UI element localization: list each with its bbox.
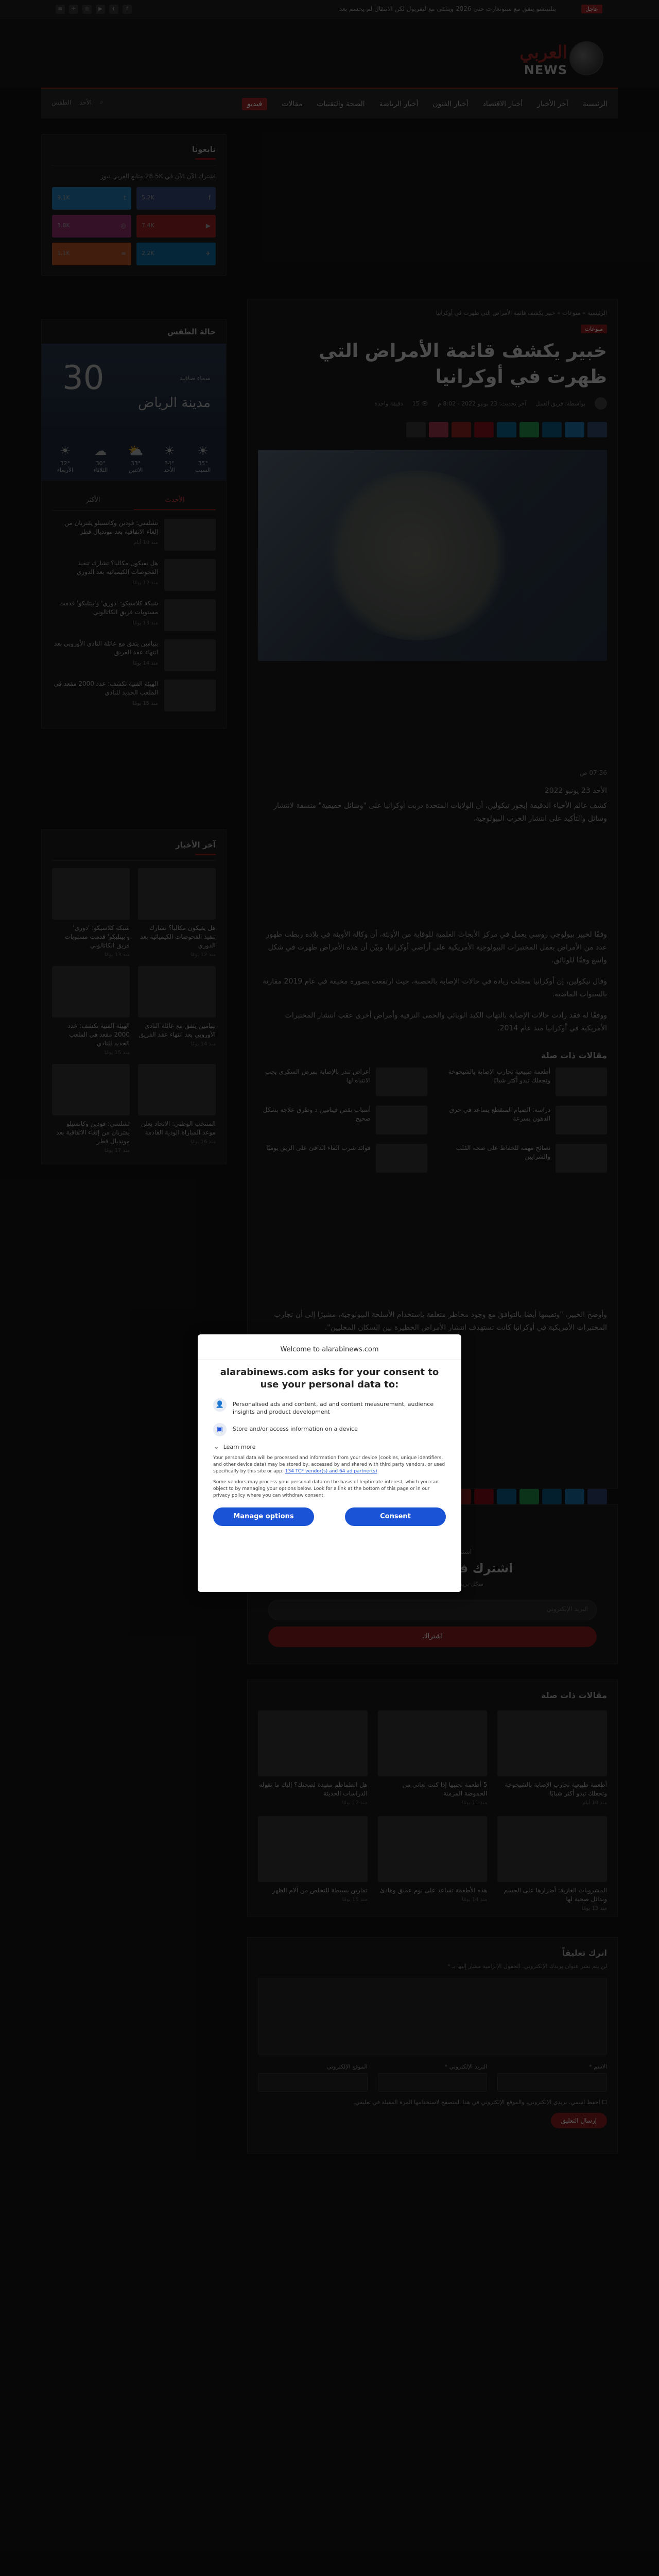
manage-options-button[interactable]: Manage options — [213, 1507, 314, 1526]
consent-buttons — [213, 1507, 446, 1526]
consent-paragraph-2: Some vendors may process your personal data on the basis of legitimate interest, which you can object to by managing your options below. Look for a link at the bottom of this page or in our privacy policy where you can withdraw consent. — [213, 1480, 439, 1498]
consent-purpose-1 — [213, 1398, 446, 1416]
consent-purpose-1-text: Personalised ads and content, ad and content measurement, audience insights and product development — [233, 1401, 434, 1415]
consent-dialog — [198, 1334, 461, 1592]
vendors-link[interactable]: 134 TCF vendor(s) and 64 ad partner(s) — [285, 1469, 377, 1474]
consent-purpose-2-text: Store and/or access information on a device — [233, 1426, 358, 1432]
consent-purpose-2 — [213, 1423, 446, 1436]
learn-more-toggle[interactable] — [213, 1443, 446, 1451]
consent-paragraph-1: Your personal data will be processed and information from your device (cookies, unique identifiers, and other device data) may be stored by, accessed by and shared with third party vendors, or used specifically by this site or app. 134 TCF vendor(s) and 64 ad partner(s) — [213, 1455, 445, 1474]
chevron-down-icon: ⌄ — [213, 1443, 219, 1451]
person-icon: 👤 — [213, 1398, 227, 1412]
consent-button[interactable]: Consent — [345, 1507, 446, 1526]
device-icon: ▣ — [213, 1423, 227, 1436]
learn-more-label: Learn more — [223, 1443, 256, 1450]
consent-welcome: Welcome to alarabinews.com — [280, 1346, 379, 1353]
consent-heading: alarabinews.com asks for your consent to use your personal data to: — [220, 1367, 439, 1390]
